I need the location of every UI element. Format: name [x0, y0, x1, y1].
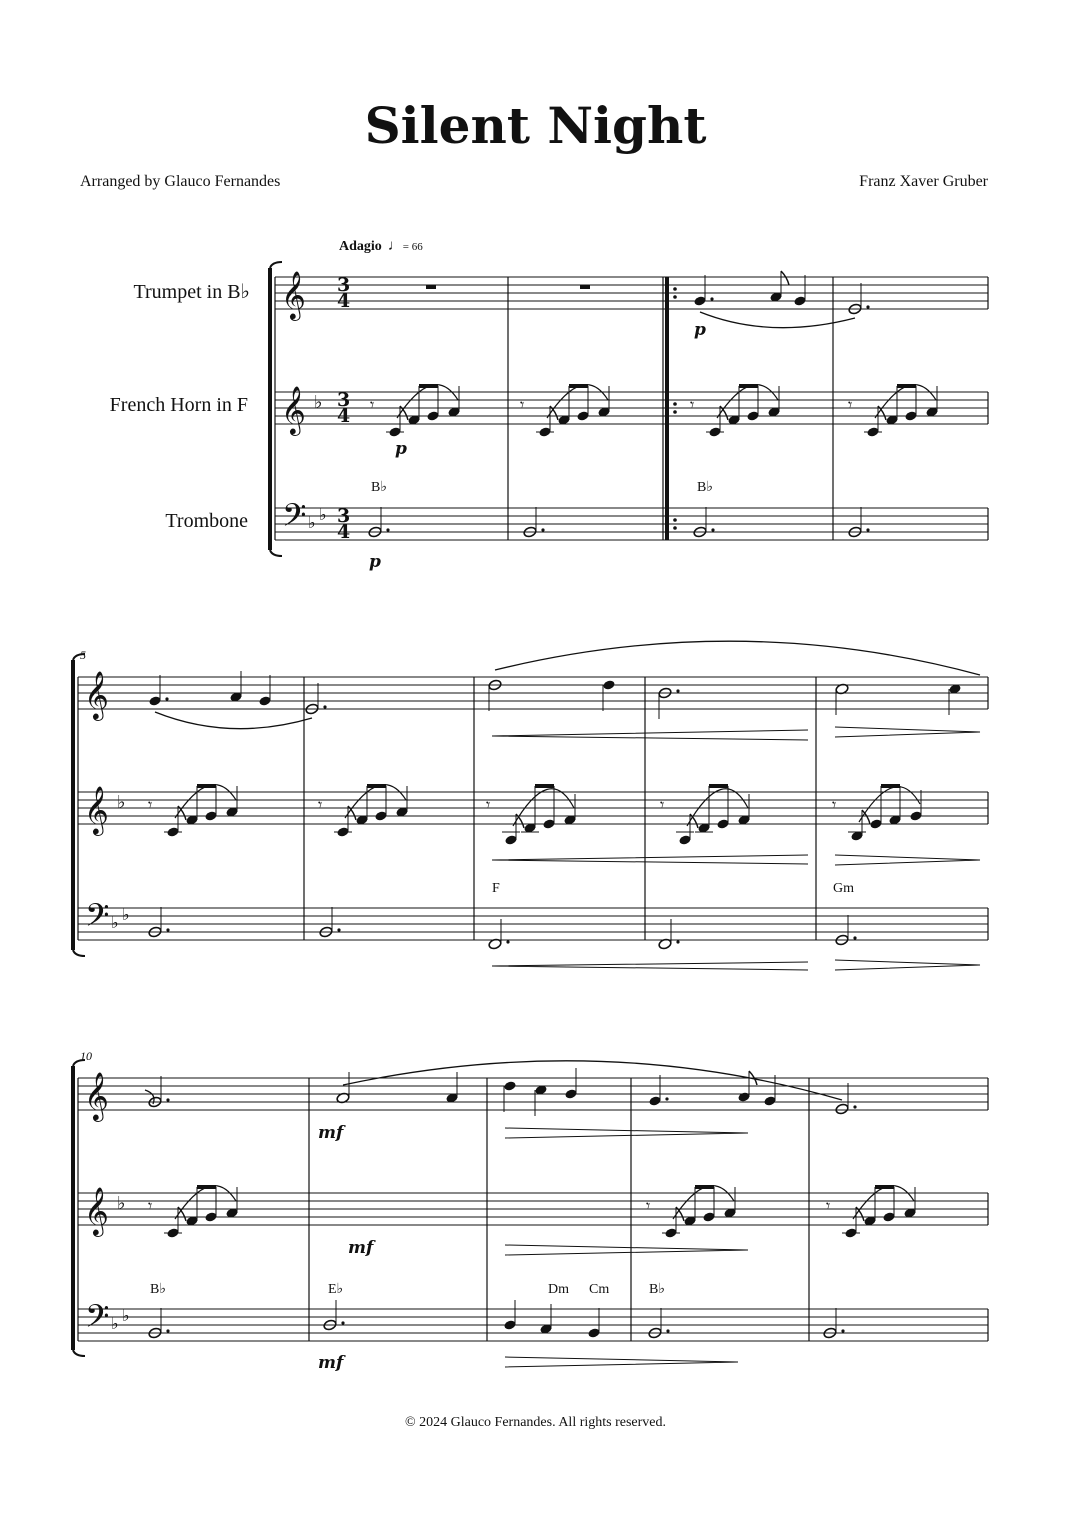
svg-text:♭: ♭ — [122, 905, 130, 924]
tempo-text: Adagio — [339, 239, 382, 254]
svg-text:𝄞: 𝄞 — [84, 1186, 109, 1235]
staff-trombone-2 — [78, 897, 988, 970]
instrument-label-trumpet: Trumpet in B♭ — [133, 281, 250, 303]
chord-symbol: B♭ — [697, 480, 713, 495]
staff-trombone-1 — [275, 497, 988, 543]
eighth-rest-icon: 𝄾 — [690, 395, 695, 414]
treble-clef-icon: 𝄞 — [281, 385, 306, 434]
dynamic-marking: mf — [318, 1353, 344, 1373]
horn-eighth-figures — [148, 385, 939, 1239]
composer-credit: Franz Xaver Gruber — [859, 173, 988, 190]
arranger-credit: Arranged by Glauco Fernandes — [80, 173, 281, 190]
svg-text:𝄞: 𝄞 — [84, 670, 109, 719]
dynamic-marking: p — [395, 439, 407, 459]
chord-symbol: E♭ — [328, 1282, 344, 1297]
whole-rest-icon — [426, 285, 436, 289]
flat-key-signature-icon: ♭ — [319, 505, 327, 524]
chord-symbol: Gm — [833, 881, 854, 896]
system-3 — [73, 1049, 988, 1373]
svg-text:𝄢: 𝄢 — [85, 1298, 110, 1342]
tempo-bpm: = 66 — [402, 241, 423, 253]
svg-text:𝄞: 𝄞 — [84, 1071, 109, 1120]
staff-trumpet-2 — [78, 641, 988, 740]
dynamic-marking: mf — [318, 1123, 344, 1143]
eighth-rest-icon: 𝄾 — [486, 795, 491, 814]
eighth-rest-icon: 𝄾 — [148, 795, 153, 814]
dynamic-marking: p — [694, 320, 706, 340]
chord-symbol: F — [492, 881, 500, 896]
system-2 — [73, 641, 988, 970]
staff-horn-3 — [78, 1186, 988, 1255]
staff-trumpet-1 — [275, 270, 988, 328]
svg-text:♭: ♭ — [117, 792, 126, 813]
whole-rest-icon — [580, 285, 590, 289]
score-title: Silent Night — [364, 96, 707, 155]
instrument-label-trombone: Trombone — [165, 510, 248, 532]
eighth-rest-icon: 𝄾 — [370, 395, 375, 414]
eighth-rest-icon: 𝄾 — [646, 1196, 651, 1215]
svg-text:♭: ♭ — [111, 1314, 119, 1333]
chord-symbol: Dm — [548, 1282, 569, 1297]
flat-key-signature-icon: ♭ — [314, 392, 323, 413]
staff-trombone-3 — [78, 1298, 988, 1367]
dynamic-marking: mf — [348, 1238, 374, 1258]
chord-symbol: Cm — [589, 1282, 610, 1297]
eighth-rest-icon: 𝄾 — [660, 795, 665, 814]
measure-number: 10 — [80, 1049, 92, 1063]
time-signature-top: 3 — [337, 274, 351, 296]
svg-text:♭: ♭ — [122, 1306, 130, 1325]
instrument-label-horn: French Horn in F — [109, 394, 248, 416]
staff-trumpet-3 — [78, 1061, 988, 1138]
eighth-rest-icon: 𝄾 — [520, 395, 525, 414]
eighth-rest-icon: 𝄾 — [826, 1196, 831, 1215]
flat-key-signature-icon: ♭ — [308, 513, 316, 532]
svg-text:𝄢: 𝄢 — [85, 897, 110, 941]
eighth-rest-icon: 𝄾 — [318, 795, 323, 814]
eighth-rest-icon: 𝄾 — [848, 395, 853, 414]
svg-text:3: 3 — [337, 389, 351, 411]
chord-symbol: B♭ — [371, 480, 387, 495]
quarter-note-icon: ♩ — [387, 238, 403, 254]
measure-number: 5 — [80, 648, 86, 662]
svg-text:♭: ♭ — [111, 913, 119, 932]
treble-clef-icon: 𝄞 — [281, 270, 306, 319]
system-1 — [270, 262, 988, 572]
svg-text:4: 4 — [337, 405, 351, 427]
eighth-rest-icon: 𝄾 — [148, 1196, 153, 1215]
copyright-footer: © 2024 Glauco Fernandes. All rights reserved. — [404, 1415, 667, 1430]
time-signature-bottom: 4 — [337, 290, 351, 312]
dynamic-marking: p — [369, 552, 381, 572]
svg-text:4: 4 — [337, 521, 351, 543]
svg-text:♭: ♭ — [117, 1193, 126, 1214]
svg-text:𝄞: 𝄞 — [84, 785, 109, 834]
eighth-rest-icon: 𝄾 — [832, 795, 837, 814]
bass-clef-icon: 𝄢 — [282, 497, 307, 541]
chord-symbol: B♭ — [649, 1282, 665, 1297]
chord-symbol: B♭ — [150, 1282, 166, 1297]
svg-text:3: 3 — [337, 505, 351, 527]
